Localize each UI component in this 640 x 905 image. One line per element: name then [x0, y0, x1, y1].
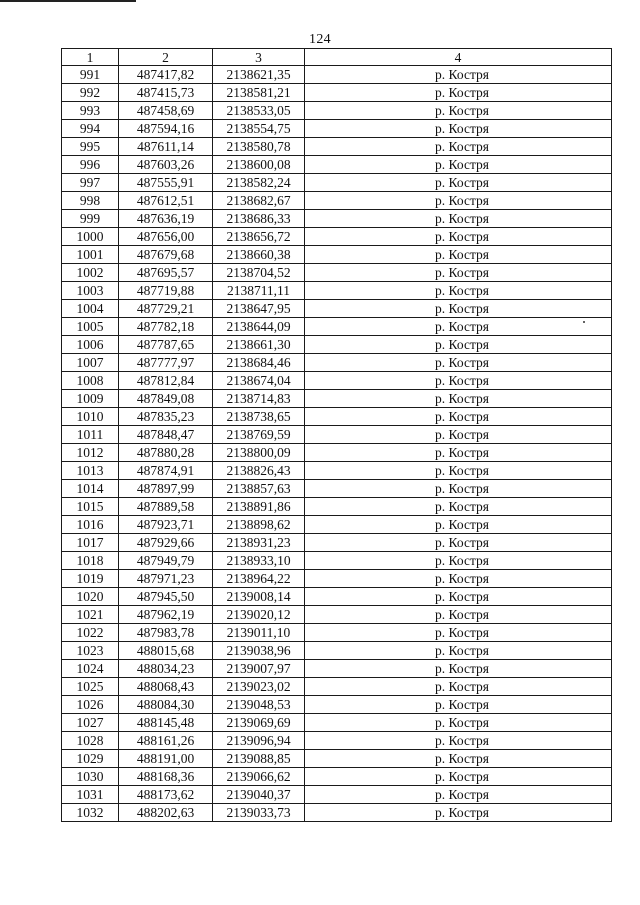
- table-row: [62, 336, 612, 354]
- y-coordinate-cell: 2139011,10: [213, 624, 305, 642]
- row-number-cell: 1010: [62, 408, 119, 426]
- row-number-cell: 1006: [62, 336, 119, 354]
- x-coordinate-cell: 487923,71: [119, 516, 213, 534]
- row-number-cell: 1028: [62, 732, 119, 750]
- table-row: [62, 102, 612, 120]
- table-row: [62, 660, 612, 678]
- table-row: [62, 696, 612, 714]
- description-cell: р. Костря: [305, 426, 612, 444]
- table-row: [62, 498, 612, 516]
- table-row: [62, 138, 612, 156]
- table-row: [62, 318, 612, 336]
- description-cell: р. Костря: [305, 246, 612, 264]
- description-cell: р. Костря: [305, 678, 612, 696]
- y-coordinate-cell: 2138891,86: [213, 498, 305, 516]
- header-cell-1: 1: [62, 49, 119, 66]
- y-coordinate-cell: 2139096,94: [213, 732, 305, 750]
- x-coordinate-cell: 487612,51: [119, 192, 213, 210]
- row-number-cell: 1005: [62, 318, 119, 336]
- x-coordinate-cell: 487874,91: [119, 462, 213, 480]
- table-row: [62, 624, 612, 642]
- table-row: [62, 678, 612, 696]
- x-coordinate-cell: 488084,30: [119, 696, 213, 714]
- x-coordinate-cell: 488191,00: [119, 750, 213, 768]
- y-coordinate-cell: 2139007,97: [213, 660, 305, 678]
- description-cell: р. Костря: [305, 264, 612, 282]
- description-cell: р. Костря: [305, 624, 612, 642]
- x-coordinate-cell: 487835,23: [119, 408, 213, 426]
- row-number-cell: 1025: [62, 678, 119, 696]
- y-coordinate-cell: 2138533,05: [213, 102, 305, 120]
- row-number-cell: 1002: [62, 264, 119, 282]
- table-body: [62, 66, 612, 822]
- table-header-row: [62, 49, 612, 66]
- description-cell: р. Костря: [305, 804, 612, 822]
- description-cell: р. Костря: [305, 210, 612, 228]
- row-number-cell: 991: [62, 66, 119, 84]
- description-cell: р. Костря: [305, 444, 612, 462]
- row-number-cell: 1024: [62, 660, 119, 678]
- x-coordinate-cell: 487603,26: [119, 156, 213, 174]
- x-coordinate-cell: 487929,66: [119, 534, 213, 552]
- description-cell: р. Костря: [305, 714, 612, 732]
- y-coordinate-cell: 2138826,43: [213, 462, 305, 480]
- x-coordinate-cell: 488068,43: [119, 678, 213, 696]
- row-number-cell: 1013: [62, 462, 119, 480]
- table-row: [62, 390, 612, 408]
- y-coordinate-cell: 2138686,33: [213, 210, 305, 228]
- description-cell: р. Костря: [305, 354, 612, 372]
- row-number-cell: 1022: [62, 624, 119, 642]
- row-number-cell: 1027: [62, 714, 119, 732]
- table-row: [62, 570, 612, 588]
- page-number: 124: [309, 32, 331, 47]
- description-cell: р. Костря: [305, 732, 612, 750]
- x-coordinate-cell: 487812,84: [119, 372, 213, 390]
- row-number-cell: 997: [62, 174, 119, 192]
- description-cell: р. Костря: [305, 66, 612, 84]
- y-coordinate-cell: 2138898,62: [213, 516, 305, 534]
- row-number-cell: 1012: [62, 444, 119, 462]
- row-number-cell: 996: [62, 156, 119, 174]
- description-cell: р. Костря: [305, 480, 612, 498]
- y-coordinate-cell: 2138714,83: [213, 390, 305, 408]
- table-row: [62, 480, 612, 498]
- row-number-cell: 993: [62, 102, 119, 120]
- y-coordinate-cell: 2138964,22: [213, 570, 305, 588]
- description-cell: р. Костря: [305, 786, 612, 804]
- y-coordinate-cell: 2139008,14: [213, 588, 305, 606]
- description-cell: р. Костря: [305, 606, 612, 624]
- row-number-cell: 1031: [62, 786, 119, 804]
- description-cell: р. Костря: [305, 390, 612, 408]
- row-number-cell: 1014: [62, 480, 119, 498]
- x-coordinate-cell: 487849,08: [119, 390, 213, 408]
- row-number-cell: 1015: [62, 498, 119, 516]
- y-coordinate-cell: 2138800,09: [213, 444, 305, 462]
- row-number-cell: 1016: [62, 516, 119, 534]
- table-row: [62, 552, 612, 570]
- y-coordinate-cell: 2138600,08: [213, 156, 305, 174]
- row-number-cell: 995: [62, 138, 119, 156]
- y-coordinate-cell: 2139038,96: [213, 642, 305, 660]
- y-coordinate-cell: 2139040,37: [213, 786, 305, 804]
- table-row: [62, 804, 612, 822]
- description-cell: р. Костря: [305, 300, 612, 318]
- x-coordinate-cell: 487880,28: [119, 444, 213, 462]
- table-row: [62, 282, 612, 300]
- row-number-cell: 1003: [62, 282, 119, 300]
- x-coordinate-cell: 487458,69: [119, 102, 213, 120]
- table-row: [62, 786, 612, 804]
- table-row: [62, 768, 612, 786]
- description-cell: р. Костря: [305, 102, 612, 120]
- row-number-cell: 994: [62, 120, 119, 138]
- row-number-cell: 1004: [62, 300, 119, 318]
- description-cell: р. Костря: [305, 768, 612, 786]
- table-row: [62, 534, 612, 552]
- description-cell: р. Костря: [305, 318, 612, 336]
- description-cell: р. Костря: [305, 570, 612, 588]
- table-row: [62, 300, 612, 318]
- row-number-cell: 1001: [62, 246, 119, 264]
- row-number-cell: 999: [62, 210, 119, 228]
- table-row: [62, 426, 612, 444]
- description-cell: р. Костря: [305, 498, 612, 516]
- row-number-cell: 1018: [62, 552, 119, 570]
- x-coordinate-cell: 487695,57: [119, 264, 213, 282]
- y-coordinate-cell: 2139069,69: [213, 714, 305, 732]
- row-number-cell: 1029: [62, 750, 119, 768]
- x-coordinate-cell: 487679,68: [119, 246, 213, 264]
- table-row: [62, 588, 612, 606]
- y-coordinate-cell: 2138738,65: [213, 408, 305, 426]
- description-cell: р. Костря: [305, 750, 612, 768]
- table-row: [62, 246, 612, 264]
- y-coordinate-cell: 2138621,35: [213, 66, 305, 84]
- x-coordinate-cell: 487897,99: [119, 480, 213, 498]
- description-cell: р. Костря: [305, 516, 612, 534]
- top-rule: [0, 0, 136, 2]
- x-coordinate-cell: 487555,91: [119, 174, 213, 192]
- x-coordinate-cell: 488034,23: [119, 660, 213, 678]
- x-coordinate-cell: 487611,14: [119, 138, 213, 156]
- table-row: [62, 732, 612, 750]
- table-row: [62, 750, 612, 768]
- y-coordinate-cell: 2139048,53: [213, 696, 305, 714]
- x-coordinate-cell: 488145,48: [119, 714, 213, 732]
- row-number-cell: 1026: [62, 696, 119, 714]
- x-coordinate-cell: 487949,79: [119, 552, 213, 570]
- y-coordinate-cell: 2139020,12: [213, 606, 305, 624]
- y-coordinate-cell: 2138661,30: [213, 336, 305, 354]
- y-coordinate-cell: 2138582,24: [213, 174, 305, 192]
- row-number-cell: 1030: [62, 768, 119, 786]
- x-coordinate-cell: 488202,63: [119, 804, 213, 822]
- x-coordinate-cell: 487945,50: [119, 588, 213, 606]
- description-cell: р. Костря: [305, 660, 612, 678]
- row-number-cell: 1019: [62, 570, 119, 588]
- row-number-cell: 992: [62, 84, 119, 102]
- y-coordinate-cell: 2139066,62: [213, 768, 305, 786]
- coordinates-table: [61, 48, 612, 822]
- description-cell: р. Костря: [305, 174, 612, 192]
- row-number-cell: 1008: [62, 372, 119, 390]
- description-cell: р. Костря: [305, 534, 612, 552]
- table-row: [62, 444, 612, 462]
- table-row: [62, 264, 612, 282]
- y-coordinate-cell: 2138554,75: [213, 120, 305, 138]
- table-row: [62, 642, 612, 660]
- x-coordinate-cell: 487636,19: [119, 210, 213, 228]
- table-row: [62, 156, 612, 174]
- row-number-cell: 1000: [62, 228, 119, 246]
- y-coordinate-cell: 2138656,72: [213, 228, 305, 246]
- description-cell: р. Костря: [305, 156, 612, 174]
- header-cell-2: 2: [119, 49, 213, 66]
- y-coordinate-cell: 2138769,59: [213, 426, 305, 444]
- table-row: [62, 120, 612, 138]
- table-row: [62, 354, 612, 372]
- row-number-cell: 1017: [62, 534, 119, 552]
- y-coordinate-cell: 2139023,02: [213, 678, 305, 696]
- x-coordinate-cell: 487719,88: [119, 282, 213, 300]
- description-cell: р. Костря: [305, 408, 612, 426]
- x-coordinate-cell: 487782,18: [119, 318, 213, 336]
- y-coordinate-cell: 2138684,46: [213, 354, 305, 372]
- description-cell: р. Костря: [305, 282, 612, 300]
- x-coordinate-cell: 487983,78: [119, 624, 213, 642]
- table-row: [62, 372, 612, 390]
- y-coordinate-cell: 2138711,11: [213, 282, 305, 300]
- description-cell: р. Костря: [305, 84, 612, 102]
- description-cell: р. Костря: [305, 138, 612, 156]
- x-coordinate-cell: 487594,16: [119, 120, 213, 138]
- y-coordinate-cell: 2138933,10: [213, 552, 305, 570]
- x-coordinate-cell: 487729,21: [119, 300, 213, 318]
- row-number-cell: 1021: [62, 606, 119, 624]
- table-row: [62, 516, 612, 534]
- y-coordinate-cell: 2138647,95: [213, 300, 305, 318]
- x-coordinate-cell: 487787,65: [119, 336, 213, 354]
- y-coordinate-cell: 2138857,63: [213, 480, 305, 498]
- x-coordinate-cell: 488161,26: [119, 732, 213, 750]
- x-coordinate-cell: 487889,58: [119, 498, 213, 516]
- y-coordinate-cell: 2138704,52: [213, 264, 305, 282]
- table-row: [62, 462, 612, 480]
- description-cell: р. Костря: [305, 552, 612, 570]
- x-coordinate-cell: 487417,82: [119, 66, 213, 84]
- x-coordinate-cell: 487848,47: [119, 426, 213, 444]
- description-cell: р. Костря: [305, 462, 612, 480]
- description-cell: р. Костря: [305, 588, 612, 606]
- x-coordinate-cell: 487962,19: [119, 606, 213, 624]
- row-number-cell: 998: [62, 192, 119, 210]
- table-row: [62, 408, 612, 426]
- x-coordinate-cell: 487656,00: [119, 228, 213, 246]
- table-row: [62, 228, 612, 246]
- table-row: [62, 714, 612, 732]
- row-number-cell: 1032: [62, 804, 119, 822]
- x-coordinate-cell: 487415,73: [119, 84, 213, 102]
- description-cell: р. Костря: [305, 120, 612, 138]
- y-coordinate-cell: 2138931,23: [213, 534, 305, 552]
- y-coordinate-cell: 2139033,73: [213, 804, 305, 822]
- table-row: [62, 174, 612, 192]
- row-number-cell: 1020: [62, 588, 119, 606]
- y-coordinate-cell: 2139088,85: [213, 750, 305, 768]
- y-coordinate-cell: 2138674,04: [213, 372, 305, 390]
- table-row: [62, 606, 612, 624]
- header-cell-4: 4: [305, 49, 612, 66]
- x-coordinate-cell: 488173,62: [119, 786, 213, 804]
- scan-speck: [583, 321, 585, 323]
- y-coordinate-cell: 2138682,67: [213, 192, 305, 210]
- row-number-cell: 1023: [62, 642, 119, 660]
- y-coordinate-cell: 2138660,38: [213, 246, 305, 264]
- header-cell-3: 3: [213, 49, 305, 66]
- row-number-cell: 1007: [62, 354, 119, 372]
- x-coordinate-cell: 487777,97: [119, 354, 213, 372]
- description-cell: р. Костря: [305, 696, 612, 714]
- x-coordinate-cell: 488015,68: [119, 642, 213, 660]
- row-number-cell: 1011: [62, 426, 119, 444]
- description-cell: р. Костря: [305, 642, 612, 660]
- description-cell: р. Костря: [305, 192, 612, 210]
- x-coordinate-cell: 488168,36: [119, 768, 213, 786]
- description-cell: р. Костря: [305, 228, 612, 246]
- y-coordinate-cell: 2138644,09: [213, 318, 305, 336]
- y-coordinate-cell: 2138580,78: [213, 138, 305, 156]
- description-cell: р. Костря: [305, 372, 612, 390]
- table-row: [62, 210, 612, 228]
- table-row: [62, 192, 612, 210]
- table-row: [62, 84, 612, 102]
- table-row: [62, 66, 612, 84]
- y-coordinate-cell: 2138581,21: [213, 84, 305, 102]
- x-coordinate-cell: 487971,23: [119, 570, 213, 588]
- description-cell: р. Костря: [305, 336, 612, 354]
- row-number-cell: 1009: [62, 390, 119, 408]
